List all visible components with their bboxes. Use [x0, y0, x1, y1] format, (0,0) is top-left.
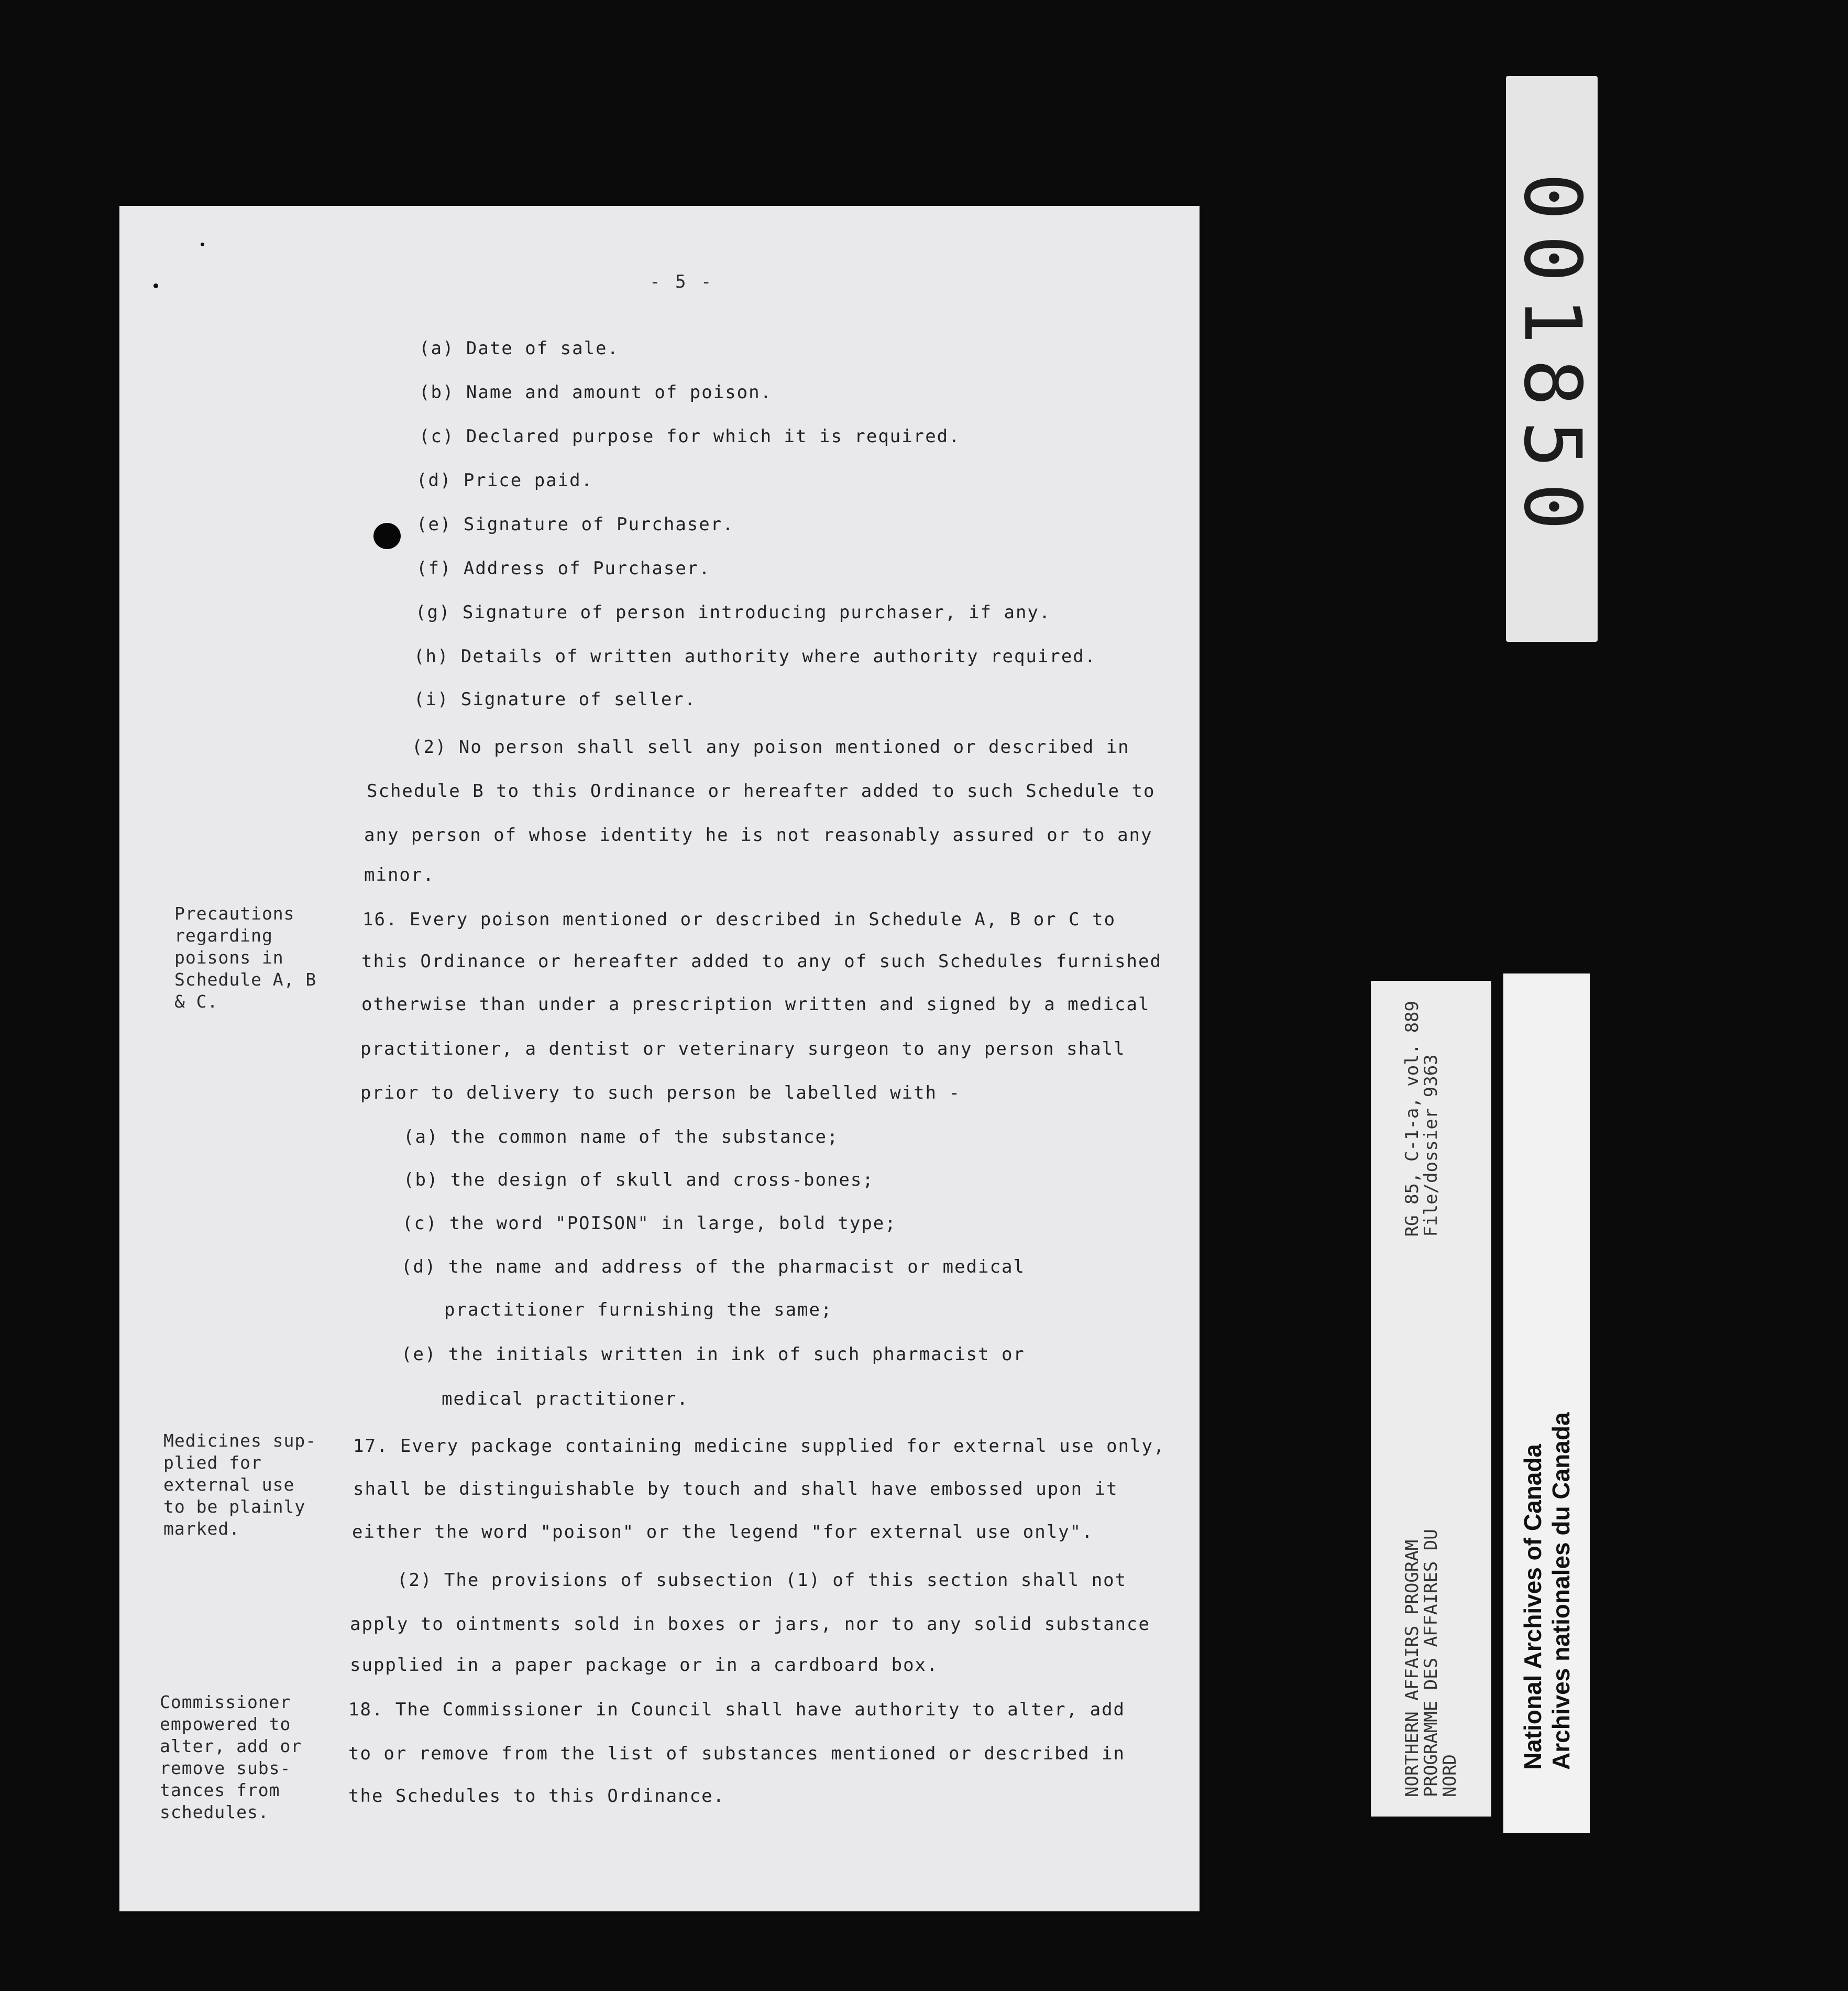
list-item: (e) Signature of Purchaser. [416, 514, 734, 535]
page-number: - 5 - [650, 271, 714, 292]
archive-reference-text [1403, 1001, 1459, 1797]
margin-note: Medicines sup- plied for external use to be plainly marked. [163, 1430, 317, 1539]
list-item: (a) the common name of the substance; [403, 1126, 839, 1147]
list-item: (f) Address of Purchaser. [416, 558, 711, 579]
paragraph-line: (2) No person shall sell any poison mentioned or described in [412, 737, 1130, 758]
list-item: (b) the design of skull and cross-bones; [403, 1169, 874, 1190]
section-line: 16. Every poison mentioned or described in Schedule A, B or C to [362, 909, 1116, 930]
program-name-fr: PROGRAMME DES AFFAIRES DU [1421, 1528, 1442, 1797]
paragraph-line: minor. [364, 865, 435, 885]
file-ref: File/dossier 9363 [1421, 1054, 1442, 1237]
section-line: to or remove from the list of substances mentioned or described in [348, 1743, 1126, 1764]
list-item: (a) Date of sale. [419, 338, 619, 359]
section-line: practitioner, a dentist or veterinary surgeon to any person shall [360, 1038, 1126, 1059]
program-name-en: NORTHERN AFFAIRS PROGRAM [1402, 1539, 1423, 1797]
section-line: otherwise than under a prescription written and signed by a medical [361, 994, 1150, 1015]
section-line: apply to ointments sold in boxes or jars, nor to any solid substance [350, 1614, 1150, 1635]
section-line: this Ordinance or hereafter added to any of such Schedules furnished [361, 951, 1162, 972]
margin-note: Precautions regarding poisons in Schedule A, B & C. [174, 903, 317, 1012]
national-archives-label [1503, 973, 1590, 1833]
section-line: 17. Every package containing medicine supplied for external use only, [353, 1436, 1165, 1457]
list-item: (d) Price paid. [416, 470, 593, 491]
list-item: (c) Declared purpose for which it is required. [419, 426, 961, 447]
list-item: medical practitioner. [442, 1388, 689, 1409]
speck [201, 243, 204, 246]
paragraph-line: any person of whose identity he is not reasonably assured or to any [364, 825, 1153, 846]
section-line: (2) The provisions of subsection (1) of this section shall not [397, 1570, 1127, 1591]
frame-number-strip [1506, 76, 1598, 642]
section-line: the Schedules to this Ordinance. [348, 1786, 725, 1807]
list-item: (d) the name and address of the pharmacist or medical [401, 1256, 1025, 1277]
section-line: 18. The Commissioner in Council shall have authority to alter, add [348, 1699, 1126, 1720]
national-archives-text [1519, 1036, 1575, 1770]
archives-name-fr: Archives nationales du Canada [1547, 1412, 1575, 1770]
section-line: either the word "poison" or the legend "for external use only". [352, 1522, 1094, 1543]
section-line: shall be distinguishable by touch and shall have embossed upon it [353, 1479, 1118, 1500]
section-line: supplied in a paper package or in a cardboard box. [350, 1655, 939, 1676]
list-item: (g) Signature of person introducing purchaser, if any. [415, 602, 1051, 623]
speck [153, 283, 158, 288]
archive-reference-label [1371, 981, 1491, 1817]
section-line: prior to delivery to such person be labelled with - [360, 1082, 961, 1103]
paragraph-line: Schedule B to this Ordinance or hereafter added to such Schedule to [367, 781, 1156, 802]
punch-hole [373, 523, 401, 549]
frame-number: 001850 [1506, 173, 1598, 545]
list-item: practitioner furnishing the same; [444, 1299, 833, 1320]
archives-name-en: National Archives of Canada [1519, 1443, 1546, 1770]
margin-note: Commissioner empowered to alter, add or remove subs- tances from schedules. [160, 1692, 302, 1822]
list-item: (c) the word "POISON" in large, bold type; [402, 1213, 897, 1234]
list-item: (b) Name and amount of poison. [419, 382, 773, 403]
list-item: (h) Details of written authority where authority required. [414, 646, 1097, 667]
list-item: (e) the initials written in ink of such pharmacist or [401, 1344, 1025, 1365]
program-name-fr-cont: NORD [1439, 1754, 1460, 1797]
list-item: (i) Signature of seller. [414, 689, 697, 710]
record-group-ref: RG 85, C-1-a, vol. 889 [1402, 1000, 1423, 1237]
